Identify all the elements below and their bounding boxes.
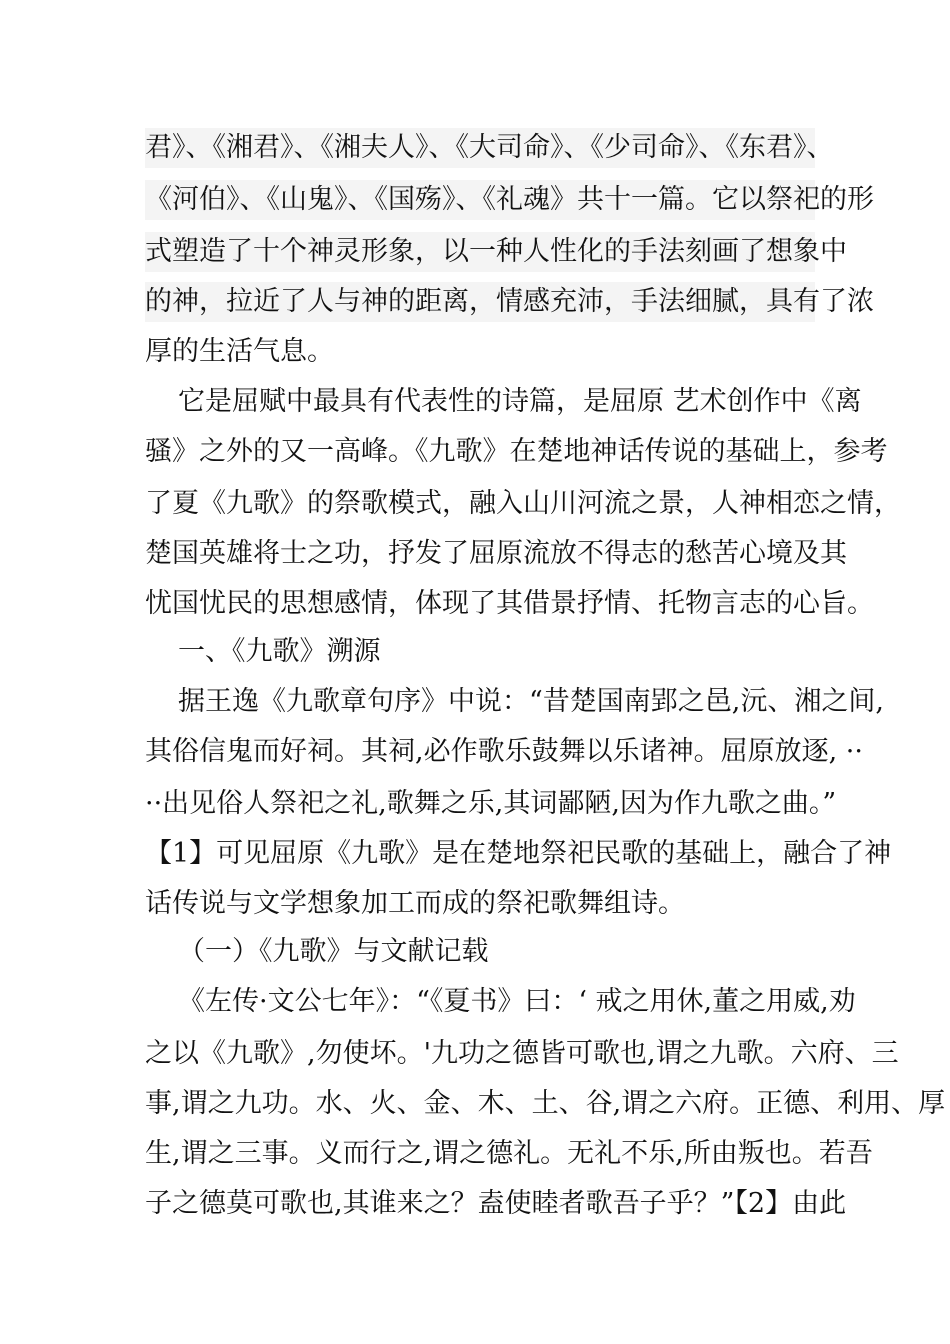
- text-line: 忧国忧民的思想感情，体现了其借景抒情、托物言志的心旨。: [145, 588, 874, 619]
- text-line: 骚》之外的又一高峰。《九歌》在楚地神话传说的基础上，参考: [145, 436, 888, 467]
- text-line: 事,谓之九功。水、火、金、木、土、谷,谓之六府。正德、利用、厚: [145, 1088, 946, 1119]
- section-heading: 一、《九歌》溯源: [178, 636, 381, 667]
- text-line: 式塑造了十个神灵形象，以一种人性化的手法刻画了想象中: [145, 232, 815, 272]
- text-line: 其俗信鬼而好祠。其祠,必作歌乐鼓舞以乐诸神。屈原放逐, ··: [145, 736, 863, 767]
- text-line: 据王逸《九歌章句序》中说：“昔楚国南郢之邑,沅、湘之间,: [178, 686, 884, 717]
- text-line: 厚的生活气息。: [145, 336, 334, 367]
- text-line: 之以《九歌》,勿使坏。'九功之德皆可歌也,谓之九歌。六府、三: [145, 1038, 899, 1069]
- text-line: 楚国英雄将士之功，抒发了屈原流放不得志的愁苦心境及其: [145, 538, 847, 569]
- text-line: 【1】可见屈原《九歌》是在楚地祭祀民歌的基础上，融合了神: [145, 838, 892, 869]
- text-line: ··出见俗人祭祀之礼,歌舞之乐,其词鄙陋,因为作九歌之曲。”: [145, 788, 837, 819]
- text-line: 它是屈赋中最具有代表性的诗篇，是屈原 艺术创作中《离: [178, 386, 862, 417]
- text-line: 的神，拉近了人与神的距离，情感充沛，手法细腻，具有了浓: [145, 282, 815, 322]
- subsection-heading: （一）《九歌》与文献记载: [178, 936, 489, 967]
- text-line: 生,谓之三事。义而行之,谓之德礼。无礼不乐,所由叛也。若吾: [145, 1138, 873, 1169]
- text-line: 话传说与文学想象加工而成的祭祀歌舞组诗。: [145, 888, 685, 919]
- text-line: 了夏《九歌》的祭歌模式，融入山川河流之景，人神相恋之情，: [145, 488, 901, 519]
- text-line: 《左传·文公七年》：“《夏书》曰：‘ 戒之用休,董之用威,劝: [178, 986, 856, 1017]
- text-line: 子之德莫可歌也,其谁来之？盍使睦者歌吾子乎？”【2】由此: [145, 1188, 847, 1219]
- text-line: 《河伯》、《山鬼》、《国殇》、《礼魂》共十一篇。它以祭祀的形: [145, 180, 815, 220]
- text-line: 君》、《湘君》、《湘夫人》、《大司命》、《少司命》、《东君》、: [145, 128, 815, 168]
